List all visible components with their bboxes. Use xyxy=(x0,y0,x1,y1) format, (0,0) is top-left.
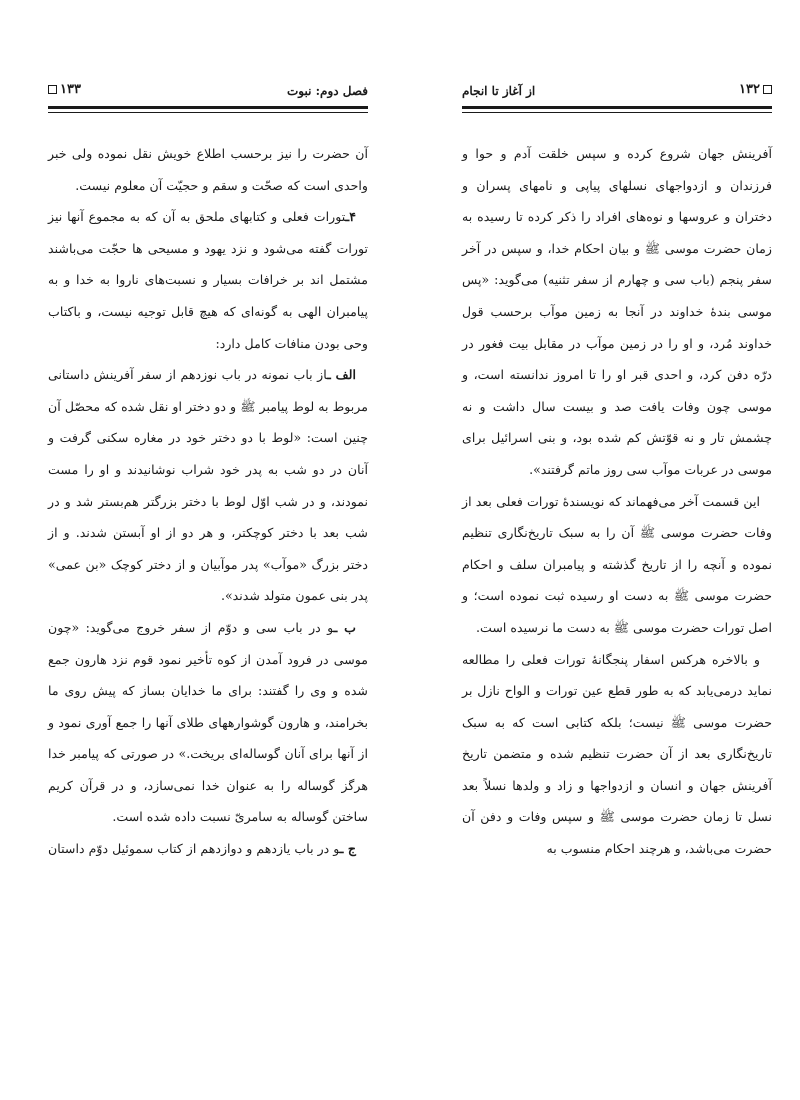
paragraph-text: آن حضرت را نیز برحسب اطلاع خویش نقل نموده ولی خبر واحدی است که صحّت و سقم و حجیّت آن معلوم نیست. xyxy=(48,146,368,193)
paragraph-lead: ب ـ xyxy=(333,619,356,635)
left-page-number-group xyxy=(48,82,81,97)
page-box-icon xyxy=(48,85,57,94)
paragraph-lead: ۴ـ xyxy=(345,209,356,225)
paragraph-text: این قسمت آخر می‌فهماند که نویسندهٔ تورات فعلی بعد از وفات حضرت موسی ﷺ آن را به سبک تاریخ‌نگاری تنظیم نموده و آنچه را از تاریخ گذشته و پیامبران سلف و احکام حضرت موسی ﷺ به دست او رسیده ثبت نموده است؛ و اصل تورات حضرت موسی ﷺ به دست ما نرسیده است. xyxy=(462,493,773,635)
paragraph xyxy=(462,138,772,486)
right-running-title: از آغاز تا انجام xyxy=(462,84,536,98)
paragraph-lead: ج ـ xyxy=(339,841,356,857)
right-header-rule-thin xyxy=(462,112,772,113)
right-page xyxy=(400,0,800,1100)
left-body-text xyxy=(48,138,368,865)
paragraph-text: و در باب یازدهم و دوازدهم از کتاب سموئیل دوّم داستان xyxy=(48,841,340,857)
paragraph-text: و در باب سی و دوّم از سفر خروج می‌گوید: «چون موسی در فرود آمدن از کوه تأخیر نمود قوم نزد هارون جمع شده و وی را گفتند: برای ما خدایان بساز که پیش روی ما بخرامند، و هارون گوشوارههای طلای آنها را جمع آوری نمود و از آنها برای آنان گوساله‌ای بریخت.» در صورتی که پیامبر خدا هرگز گوساله را به عنوان خدا نمی‌سازد، و در قرآن کریم ساختن گوساله به سامریّ نسبت داده شده است. xyxy=(48,619,368,825)
page-box-icon xyxy=(763,85,772,94)
right-body-text xyxy=(462,138,772,865)
paragraph-text: آفرینش جهان شروع کرده و سپس خلقت آدم و حوا و فرزندان و ازدواجهای نسلهای پیاپی و نامهای پسران و دختران و عروسها و نوه‌های افراد را ذکر کرده تا رسیده به زمان حضرت موسی ﷺ و بیان احکام خدا، و سپس در آخر سفر پنجم (باب سی و چهارم از سفر تثنیه) می‌گوید: «پس موسی بندهٔ خداوند در آنجا به زمین موآب برحسب قول خداوند مُرد، و او را در زمین موآب در مقابل بیت فغور در درّه دفن کرد، و احدی قبر او را تا امروز ندانسته است، و موسی چون وفات یافت صد و بیست سال داشت و نه چشمش تار و نه قوّتش کم شده بود، و بنی اسرائیل برای موسی در عربات موآب سی روز ماتم گرفتند». xyxy=(462,146,772,477)
paragraph xyxy=(48,833,368,865)
paragraph xyxy=(462,486,772,644)
paragraph xyxy=(462,644,772,865)
paragraph xyxy=(48,138,368,201)
paragraph-text: از باب نمونه در باب نوزدهم از سفر آفرینش داستانی مربوط به لوط پیامبر ﷺ و دو دختر او نقل شده که محصّل آن چنین است: «لوط با دو دختر خود در مغاره سکنی گرفت و آنان در دو شب به پدر خود شراب نوشانیدند و او را مست نمودند، و در شب اوّل لوط با دختر بزرگتر هم‌بستر شد و در شب بعد با دختر کوچکتر، و هر دو از او آبستن شدند. و از دختر بزرگ «موآب» پدر موآبیان و از دختر کوچک «بن عمی» پدر بنی عمون متولد شدند». xyxy=(48,367,368,604)
paragraph xyxy=(48,359,368,612)
paragraph-text: و بالاخره هرکس اسفار پنجگانهٔ تورات فعلی را مطالعه نماید درمی‌یابد که به طور قطع عین تورات و الواح نازل بر حضرت موسی ﷺ نیست؛ بلکه کتابی است که به سبک تاریخ‌نگاری بعد از آن حضرت تنظیم شده و متضمن تاریخ آفرینش جهان و انسان و ازدواجها و زاد و ولدها نسلاً بعد نسل تا زمان حضرت موسی ﷺ و سپس وفات و دفن آن حضرت می‌باشد، و هرچند احکام منسوب به xyxy=(462,651,772,857)
left-header-rule-thick xyxy=(48,106,368,109)
paragraph-lead: الف ـ xyxy=(327,367,356,383)
right-page-header xyxy=(462,80,772,106)
left-running-title: فصل دوم: نبوت xyxy=(286,84,368,98)
left-header-rule-thin xyxy=(48,112,368,113)
left-page-header xyxy=(48,80,368,106)
right-page-number: ۱۳۲ xyxy=(739,82,760,97)
right-header-rule-thick xyxy=(462,106,772,109)
paragraph xyxy=(48,201,368,359)
paragraph-text: تورات فعلی و کتابهای ملحق به آن که به مجموع آنها نیز تورات گفته می‌شود و نزد یهود و مسیحی ها حجّت می‌باشند مشتمل اند بر خرافات بسیار و نسبت‌های ناروا به خدا و به پیامبران الهی به گونه‌ای که هیچ قابل توجیه نیست، و باکتاب وحی بودن منافات کامل دارد: xyxy=(48,209,368,351)
right-page-number-group xyxy=(739,82,772,97)
paragraph xyxy=(48,612,368,833)
left-page-number: ۱۳۳ xyxy=(60,82,81,97)
